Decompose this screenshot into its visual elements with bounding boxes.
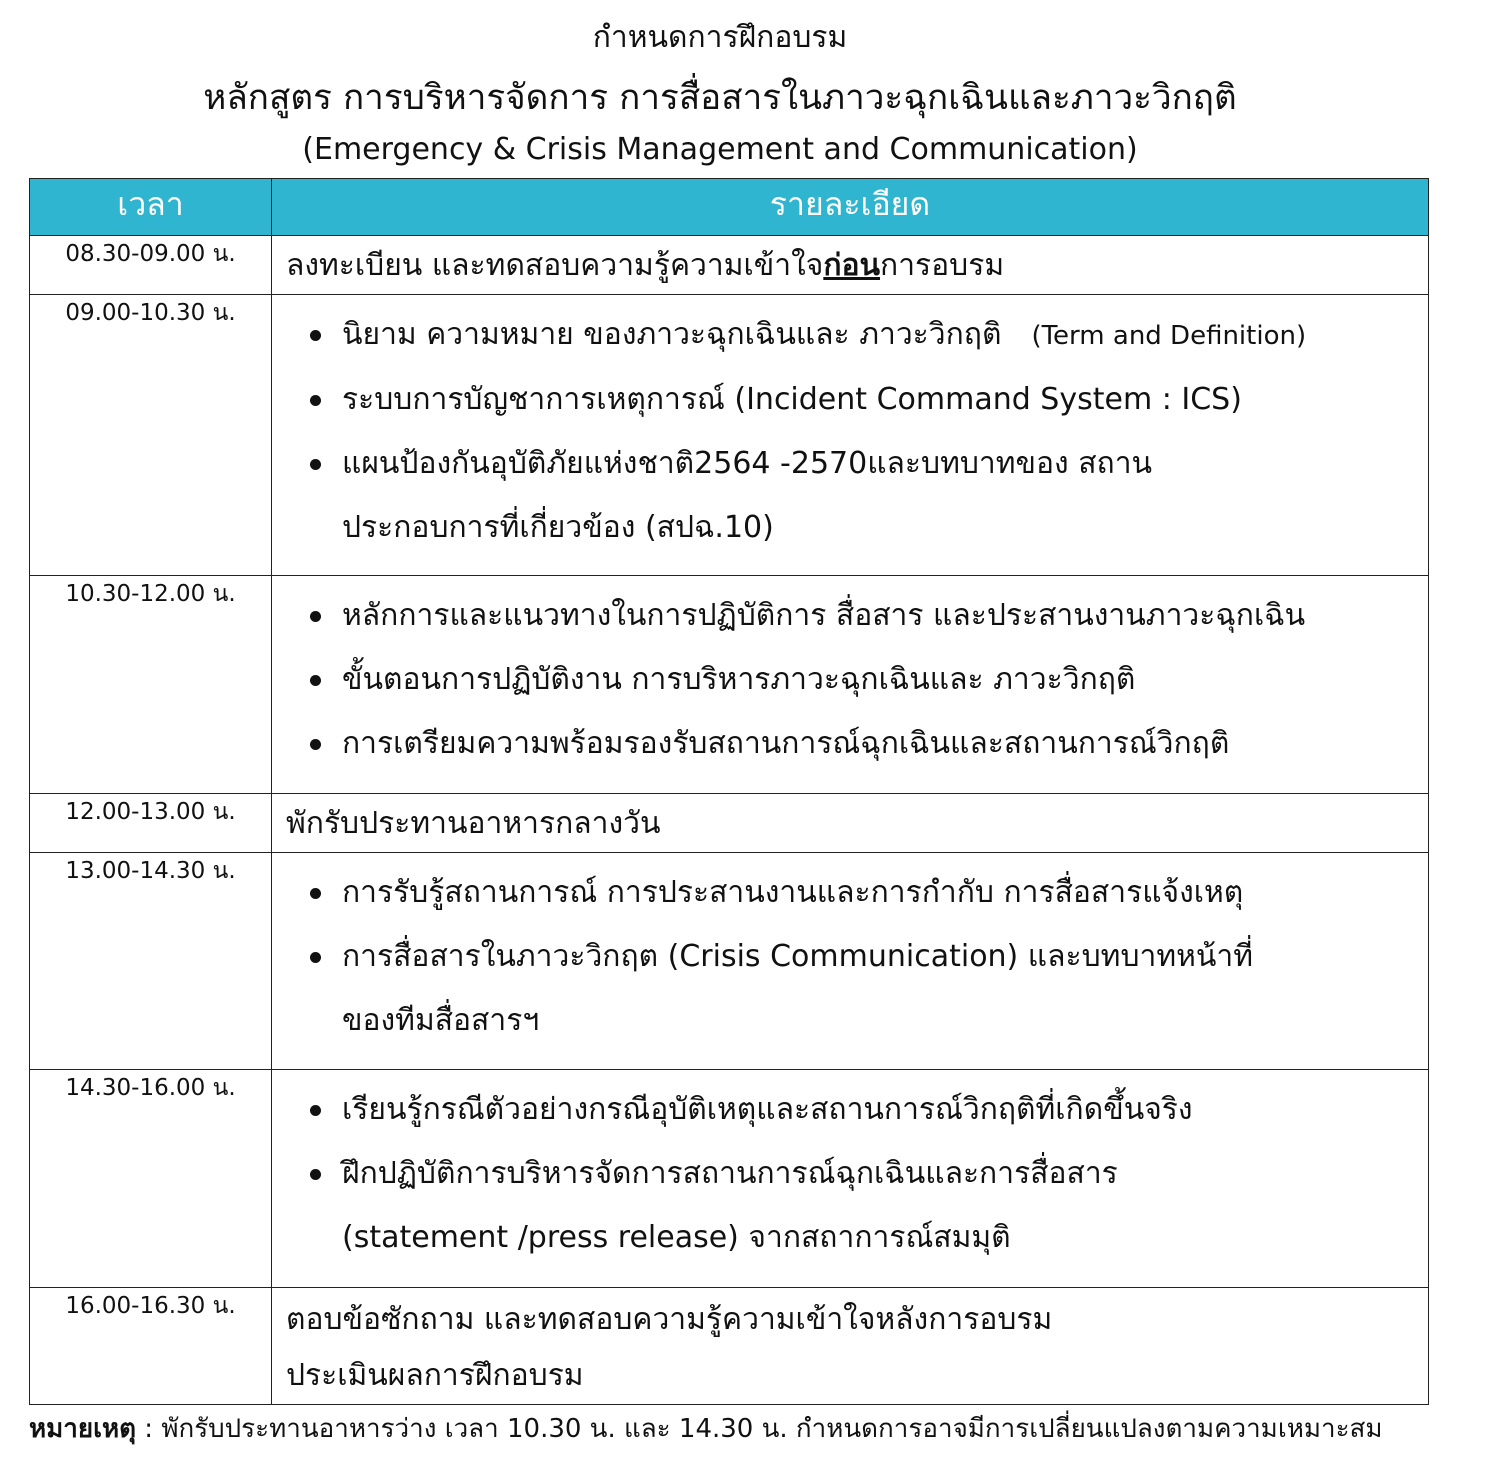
list-item: เรียนรู้กรณีตัวอย่างกรณีอุบัติเหตุและสถานการณ์วิกฤติที่เกิดขึ้นจริง bbox=[272, 1078, 1428, 1142]
list-item: ระบบการบัญชาการเหตุการณ์ (Incident Command System : ICS) bbox=[272, 368, 1428, 432]
list-item: หลักการและแนวทางในการปฏิบัติการ สื่อสาร และประสานงานภาวะฉุกเฉิน bbox=[272, 584, 1428, 648]
column-header-detail: รายละเอียด bbox=[272, 179, 1429, 236]
schedule-heading: กำหนดการฝึกอบรม bbox=[592, 20, 848, 55]
detail-cell bbox=[272, 1288, 1429, 1405]
footnote: หมายเหตุ : พักรับประทานอาหารว่าง เวลา 10.30 น. และ 14.30 น. กำหนดการอาจมีการเปลี่ยนแปลงตามความเหมาะสม bbox=[29, 1414, 1383, 1444]
detail-text: พักรับประทานอาหารกลางวัน bbox=[286, 806, 661, 841]
table-row bbox=[30, 295, 1429, 576]
column-header-time: เวลา bbox=[30, 179, 272, 236]
table-row bbox=[30, 794, 1429, 853]
time-cell: 08.30-09.00 น. bbox=[30, 236, 272, 295]
table-header-row bbox=[30, 179, 1429, 236]
course-title-english: (Emergency & Crisis Management and Communication) bbox=[302, 132, 1138, 167]
table-row bbox=[30, 1288, 1429, 1405]
list-item: นิยาม ความหมาย ของภาวะฉุกเฉินและ ภาวะวิกฤติ (Term and Definition) bbox=[272, 303, 1428, 368]
bullet-list bbox=[272, 853, 1428, 1053]
detail-cell bbox=[272, 853, 1429, 1070]
detail-cell bbox=[272, 236, 1429, 295]
time-cell: 16.00-16.30 น. bbox=[30, 1288, 272, 1405]
detail-cell bbox=[272, 794, 1429, 853]
table-row bbox=[30, 1070, 1429, 1288]
time-cell: 14.30-16.00 น. bbox=[30, 1070, 272, 1288]
detail-cell bbox=[272, 576, 1429, 794]
list-item: ฝึกปฏิบัติการบริหารจัดการสถานการณ์ฉุกเฉินและการสื่อสาร (statement /press release) จากสถาการณ์สมมุติ bbox=[272, 1142, 1428, 1270]
bullet-list bbox=[272, 1070, 1428, 1270]
note-label: หมายเหตุ bbox=[29, 1414, 137, 1444]
list-item: การรับรู้สถานการณ์ การประสานงานและการกำกับ การสื่อสารแจ้งเหตุ bbox=[272, 861, 1428, 925]
emphasis-before: ก่อน bbox=[823, 248, 881, 283]
list-item: ขั้นตอนการปฏิบัติงาน การบริหารภาวะฉุกเฉินและ ภาวะวิกฤติ bbox=[272, 648, 1428, 712]
detail-text: ตอบข้อซักถาม และทดสอบความรู้ความเข้าใจหลังการอบรม ประเมินผลการฝึกอบรม bbox=[286, 1302, 1053, 1393]
detail-cell bbox=[272, 295, 1429, 576]
time-cell: 13.00-14.30 น. bbox=[30, 853, 272, 1070]
table-row bbox=[30, 236, 1429, 295]
time-cell: 12.00-13.00 น. bbox=[30, 794, 272, 853]
schedule-table bbox=[29, 178, 1429, 1405]
list-item: การเตรียมความพร้อมรองรับสถานการณ์ฉุกเฉินและสถานการณ์วิกฤติ bbox=[272, 712, 1428, 776]
detail-text: ลงทะเบียน และทดสอบความรู้ความเข้าใจก่อนการอบรม bbox=[286, 248, 1005, 283]
bullet-list bbox=[272, 295, 1428, 560]
table-row bbox=[30, 853, 1429, 1070]
list-item: แผนป้องกันอุบัติภัยแห่งชาติ2564 -2570และบทบาทของ สถาน ประกอบการที่เกี่ยวข้อง (สปฉ.10) bbox=[272, 432, 1428, 560]
course-title: หลักสูตร การบริหารจัดการ การสื่อสารในภาวะฉุกเฉินและภาวะวิกฤติ bbox=[203, 78, 1237, 118]
time-cell: 10.30-12.00 น. bbox=[30, 576, 272, 794]
list-item: การสื่อสารในภาวะวิกฤต (Crisis Communication) และบทบาทหน้าที่ ของทีมสื่อสารฯ bbox=[272, 925, 1428, 1053]
bullet-list bbox=[272, 576, 1428, 776]
detail-cell bbox=[272, 1070, 1429, 1288]
note-text: พักรับประทานอาหารว่าง เวลา 10.30 น. และ 14.30 น. กำหนดการอาจมีการเปลี่ยนแปลงตามความเหมาะสม bbox=[161, 1414, 1383, 1444]
table-row bbox=[30, 576, 1429, 794]
time-cell: 09.00-10.30 น. bbox=[30, 295, 272, 576]
